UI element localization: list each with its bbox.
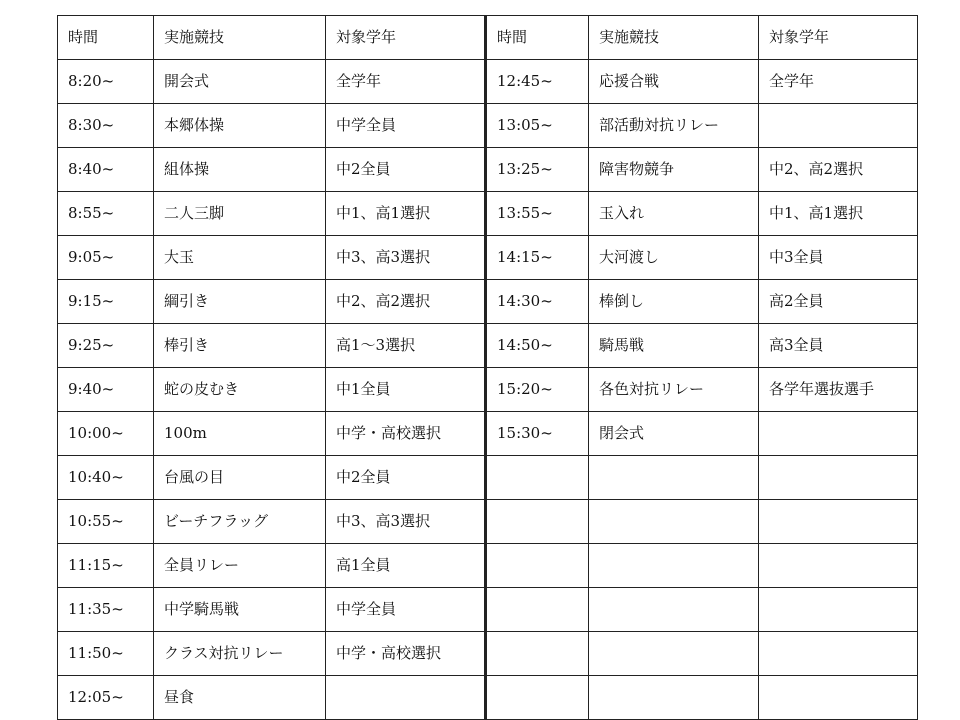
cell-event-right: 玉入れ xyxy=(589,192,759,236)
cell-grade-left: 全学年 xyxy=(326,60,486,104)
cell-time-left: 9:40~ xyxy=(58,368,154,412)
cell-event-right xyxy=(589,544,759,588)
cell-grade-right xyxy=(759,676,918,720)
cell-time-left: 8:40~ xyxy=(58,148,154,192)
cell-event-left: 二人三脚 xyxy=(154,192,326,236)
cell-event-left: 全員リレー xyxy=(154,544,326,588)
cell-time-left: 9:15~ xyxy=(58,280,154,324)
cell-grade-right: 中3全員 xyxy=(759,236,918,280)
cell-grade-right: 高3全員 xyxy=(759,324,918,368)
cell-event-right: 応援合戦 xyxy=(589,60,759,104)
cell-grade-right xyxy=(759,456,918,500)
cell-time-right xyxy=(486,500,589,544)
cell-event-left: 棒引き xyxy=(154,324,326,368)
cell-event-left: 開会式 xyxy=(154,60,326,104)
cell-event-left: 昼食 xyxy=(154,676,326,720)
cell-grade-right xyxy=(759,544,918,588)
header-time-left: 時間 xyxy=(58,16,154,60)
cell-grade-left xyxy=(326,676,486,720)
cell-time-left: 8:30~ xyxy=(58,104,154,148)
table-row xyxy=(58,456,918,500)
header-time-right: 時間 xyxy=(486,16,589,60)
cell-time-left: 8:55~ xyxy=(58,192,154,236)
cell-grade-left: 中2、高2選択 xyxy=(326,280,486,324)
cell-event-right: 騎馬戦 xyxy=(589,324,759,368)
cell-time-right xyxy=(486,632,589,676)
table-row xyxy=(58,148,918,192)
cell-grade-right: 中2、高2選択 xyxy=(759,148,918,192)
cell-time-right xyxy=(486,544,589,588)
cell-grade-right xyxy=(759,104,918,148)
cell-event-left: 綱引き xyxy=(154,280,326,324)
cell-event-left: 大玉 xyxy=(154,236,326,280)
cell-time-right xyxy=(486,588,589,632)
cell-event-left: ビーチフラッグ xyxy=(154,500,326,544)
cell-event-left: 本郷体操 xyxy=(154,104,326,148)
cell-grade-left: 中1、高1選択 xyxy=(326,192,486,236)
cell-event-right: 閉会式 xyxy=(589,412,759,456)
cell-grade-right xyxy=(759,412,918,456)
cell-event-left: 台風の目 xyxy=(154,456,326,500)
cell-event-left: 中学騎馬戦 xyxy=(154,588,326,632)
header-row xyxy=(58,16,918,60)
cell-event-right: 棒倒し xyxy=(589,280,759,324)
header-event-right: 実施競技 xyxy=(589,16,759,60)
cell-event-right: 大河渡し xyxy=(589,236,759,280)
cell-grade-left: 中学・高校選択 xyxy=(326,632,486,676)
table-row xyxy=(58,192,918,236)
cell-event-right xyxy=(589,500,759,544)
cell-time-right: 12:45~ xyxy=(486,60,589,104)
schedule-table xyxy=(57,15,918,720)
cell-time-left: 9:05~ xyxy=(58,236,154,280)
table-row xyxy=(58,412,918,456)
table-row xyxy=(58,544,918,588)
cell-time-right xyxy=(486,456,589,500)
cell-grade-right: 中1、高1選択 xyxy=(759,192,918,236)
cell-time-left: 11:50~ xyxy=(58,632,154,676)
cell-time-left: 9:25~ xyxy=(58,324,154,368)
cell-grade-left: 中1全員 xyxy=(326,368,486,412)
cell-time-right: 13:25~ xyxy=(486,148,589,192)
cell-grade-left: 高1～3選択 xyxy=(326,324,486,368)
cell-grade-right: 各学年選抜選手 xyxy=(759,368,918,412)
cell-time-left: 11:15~ xyxy=(58,544,154,588)
schedule-sheet xyxy=(57,15,917,705)
cell-grade-right xyxy=(759,632,918,676)
table-row xyxy=(58,60,918,104)
cell-grade-right xyxy=(759,500,918,544)
cell-time-right: 14:15~ xyxy=(486,236,589,280)
cell-time-right: 15:20~ xyxy=(486,368,589,412)
header-event-left: 実施競技 xyxy=(154,16,326,60)
cell-time-left: 11:35~ xyxy=(58,588,154,632)
cell-grade-left: 高1全員 xyxy=(326,544,486,588)
cell-grade-left: 中学全員 xyxy=(326,104,486,148)
cell-time-right: 14:30~ xyxy=(486,280,589,324)
table-row xyxy=(58,104,918,148)
cell-event-left: 蛇の皮むき xyxy=(154,368,326,412)
cell-event-left: 100m xyxy=(154,412,326,456)
table-row xyxy=(58,236,918,280)
cell-event-right: 部活動対抗リレー xyxy=(589,104,759,148)
cell-event-left: 組体操 xyxy=(154,148,326,192)
cell-grade-right: 高2全員 xyxy=(759,280,918,324)
cell-time-right: 13:05~ xyxy=(486,104,589,148)
cell-event-right: 障害物競争 xyxy=(589,148,759,192)
table-row xyxy=(58,280,918,324)
table-row xyxy=(58,588,918,632)
cell-grade-left: 中3、高3選択 xyxy=(326,236,486,280)
cell-time-left: 8:20~ xyxy=(58,60,154,104)
table-row xyxy=(58,632,918,676)
cell-time-right xyxy=(486,676,589,720)
cell-time-left: 10:40~ xyxy=(58,456,154,500)
cell-time-right: 14:50~ xyxy=(486,324,589,368)
cell-time-left: 10:55~ xyxy=(58,500,154,544)
cell-event-left: クラス対抗リレー xyxy=(154,632,326,676)
cell-time-right: 13:55~ xyxy=(486,192,589,236)
cell-time-right: 15:30~ xyxy=(486,412,589,456)
cell-event-right xyxy=(589,632,759,676)
header-grade-right: 対象学年 xyxy=(759,16,918,60)
cell-grade-left: 中3、高3選択 xyxy=(326,500,486,544)
cell-event-right xyxy=(589,456,759,500)
cell-grade-left: 中学・高校選択 xyxy=(326,412,486,456)
cell-grade-left: 中2全員 xyxy=(326,148,486,192)
table-row xyxy=(58,500,918,544)
table-row xyxy=(58,368,918,412)
table-row xyxy=(58,676,918,720)
cell-grade-left: 中2全員 xyxy=(326,456,486,500)
cell-event-right: 各色対抗リレー xyxy=(589,368,759,412)
cell-event-right xyxy=(589,676,759,720)
cell-time-left: 12:05~ xyxy=(58,676,154,720)
cell-grade-left: 中学全員 xyxy=(326,588,486,632)
header-grade-left: 対象学年 xyxy=(326,16,486,60)
cell-event-right xyxy=(589,588,759,632)
table-row xyxy=(58,324,918,368)
cell-grade-right: 全学年 xyxy=(759,60,918,104)
cell-time-left: 10:00~ xyxy=(58,412,154,456)
cell-grade-right xyxy=(759,588,918,632)
